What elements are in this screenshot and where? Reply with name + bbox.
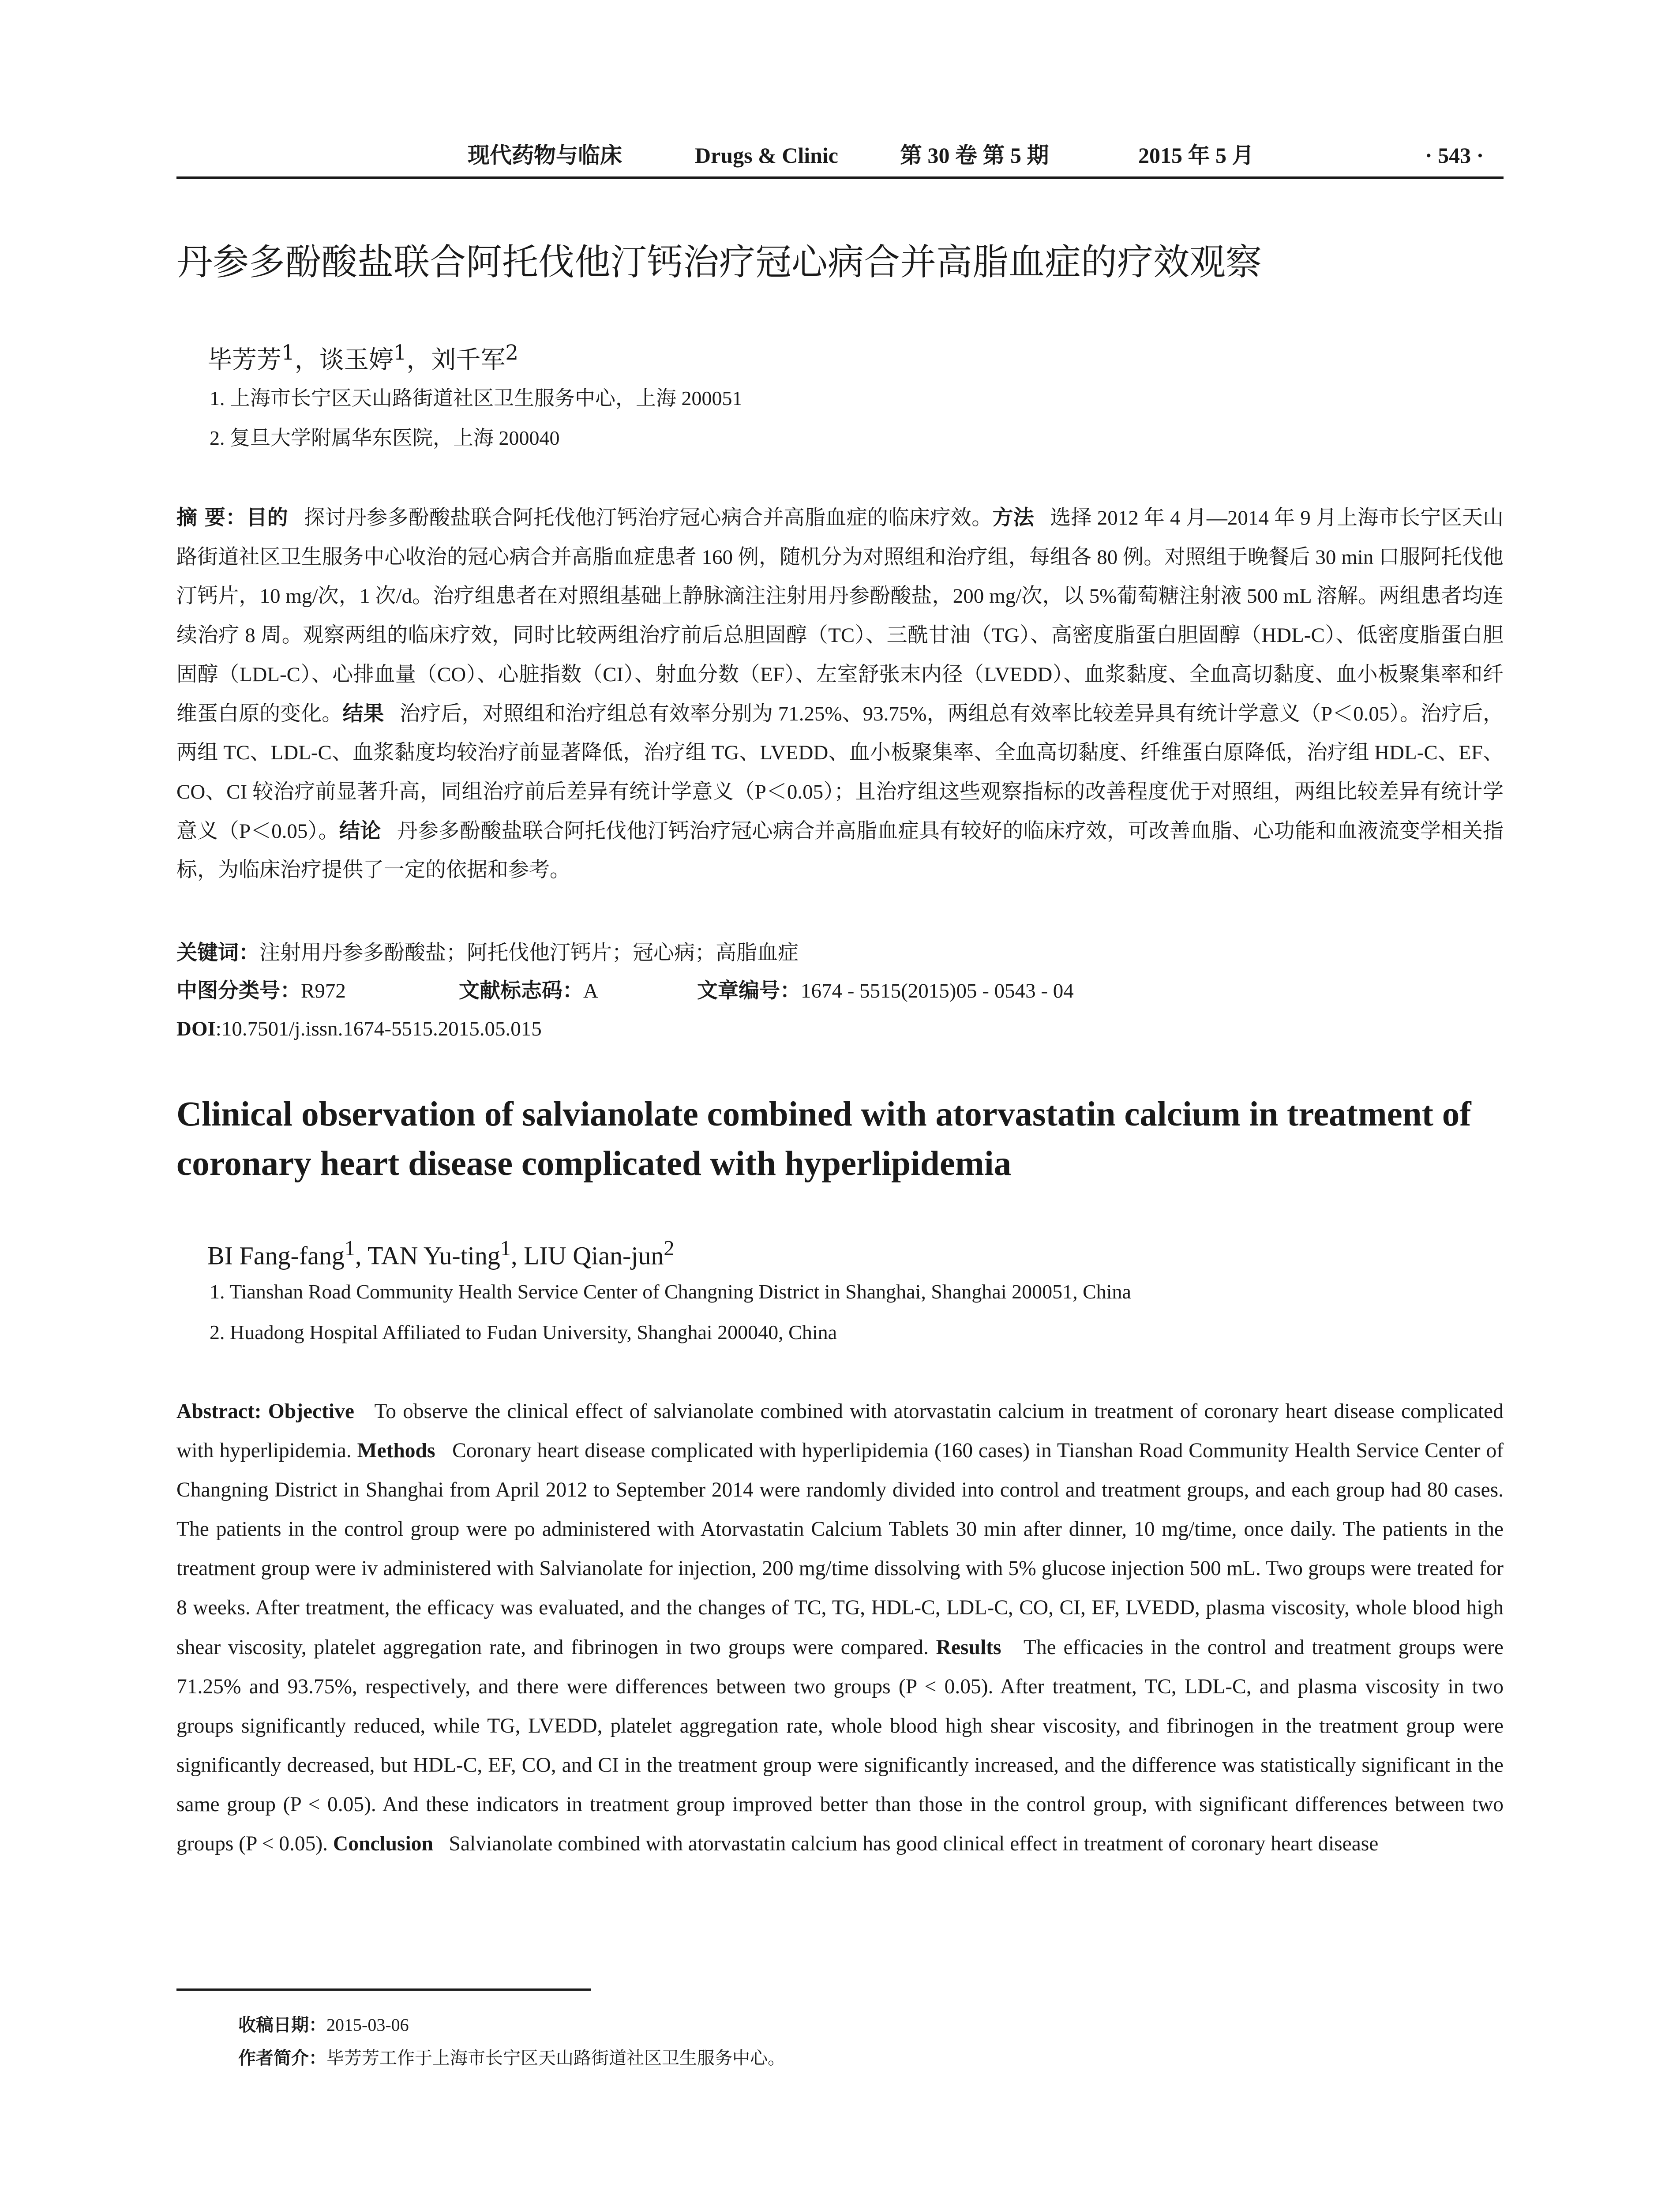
author-affiliation-mark: 1 [344, 1237, 356, 1260]
article-number-label: 文章编号： [697, 979, 801, 1003]
author-name: 谈玉婷 [319, 345, 394, 375]
objective-text: 探讨丹参多酚酸盐联合阿托伐他汀钙治疗冠心病合并高脂血症的临床疗效。 [304, 506, 993, 529]
journal-name-cn: 现代药物与临床 [468, 143, 622, 168]
author-name: 刘千军 [431, 345, 506, 375]
author-affiliation-mark: 2 [505, 341, 519, 365]
article-number [697, 973, 1074, 1009]
author-separator: , [511, 1241, 524, 1270]
affiliation-en-1: 1. Tianshan Road Community Health Service Center of Changning District in Shanghai, Shanghai 200051, China [210, 1280, 1131, 1303]
author-name: TAN Yu-ting [368, 1241, 500, 1270]
methods-text: Coronary heart disease complicated with hyperlipidemia (160 cases) in Tianshan Road Community Health Service Center of Changning District in Shanghai from April 2012 to September 2014 were randomly divided into control and treatment groups, and each group had 80 cases. The patients in the control group were po administered with Atorvastatin Calcium Tablets 30 min after dinner, 10 mg/time, once daily. The patients in the treatment group were iv administered with Salvianolate for injection, 200 mg/time dissolving with 5% glucose injection 500 mL. Two groups were treated for 8 weeks. After treatment, the efficacy was evaluated, and the changes of TC, TG, HDL-C, LDL-C, CO, CI, EF, LVEDD, plasma viscosity, whole blood high shear viscosity, platelet aggregation rate, and fibrinogen in two groups were compared. [176, 1439, 1504, 1659]
clc-value: R972 [301, 979, 346, 1002]
document-code-label: 文献标志码： [459, 979, 583, 1003]
received-date-label: 收稿日期： [238, 2015, 326, 2035]
article-number-value: 1674 - 5515(2015)05 - 0543 - 04 [801, 979, 1074, 1002]
author-affiliation-mark: 1 [500, 1237, 511, 1260]
author-name: 毕芳芳 [207, 345, 281, 375]
affiliation-cn-2: 2. 复旦大学附属华东医院，上海 200040 [210, 427, 560, 449]
header-rule [176, 176, 1504, 179]
author-bio [238, 2045, 785, 2071]
article-title-cn: 丹参多酚酸盐联合阿托伐他汀钙治疗冠心病合并高脂血症的疗效观察 [176, 241, 1262, 283]
doi-label: DOI [176, 1017, 216, 1040]
author-separator: ， [406, 345, 431, 375]
authors-cn [207, 335, 518, 378]
author-affiliation-mark: 1 [393, 341, 407, 365]
received-date [238, 2012, 409, 2038]
methods-label: 方法 [992, 506, 1035, 530]
article-title-en: Clinical observation of salvianolate combined with atorvastatin calcium in treatment of coronary heart disease complicated with hyperlipidemia [176, 1095, 1471, 1183]
author-bio-label: 作者简介： [238, 2048, 326, 2068]
affiliation-cn-1: 1. 上海市长宁区天山路街道社区卫生服务中心，上海 200051 [210, 387, 742, 409]
abstract-label: 摘 要： [176, 506, 247, 530]
objective-label: 目的 [246, 506, 289, 530]
document-code [459, 973, 598, 1009]
author-affiliation-mark: 2 [664, 1237, 675, 1260]
keywords-cn [176, 935, 799, 971]
conclusion-text: Salvianolate combined with atorvastatin calcium has good clinical effect in treatment of coronary heart disease [449, 1832, 1379, 1856]
results-text: 治疗后，对照组和治疗组总有效率分别为 71.25%、93.75%，两组总有效率比较差异具有统计学意义（P＜0.05）。治疗后，两组 TC、LDL-C、血浆黏度均较治疗前显著降低，治疗组 TG、LVEDD、血小板聚集率、全血高切黏度、纤维蛋白原降低，治疗组 HDL-C、EF、CO、CI 较治疗前显著升高，同组治疗前后差异有统计学意义（P＜0.05）；且治疗组这些观察指标的改善程度优于对照组，两组比较差异有统计学意义（P＜0.05）。 [176, 702, 1504, 843]
results-label: Results [936, 1636, 1001, 1659]
author-affiliation-mark: 1 [281, 341, 295, 365]
doi-value: :10.7501/j.issn.1674-5515.2015.05.015 [215, 1017, 542, 1040]
issue-date: 2015 年 5 月 [1138, 143, 1254, 168]
affiliation-en-2: 2. Huadong Hospital Affiliated to Fudan University, Shanghai 200040, China [210, 1321, 837, 1343]
classification-line [176, 973, 1504, 1009]
authors-en [207, 1231, 675, 1273]
author-separator: , [355, 1241, 368, 1270]
footnote-rule [176, 1988, 591, 1991]
received-date-value: 2015-03-06 [326, 2015, 409, 2035]
conclusion-label: Conclusion [333, 1832, 433, 1856]
page-number: · 543 · [1425, 143, 1484, 168]
results-text: The efficacies in the control and treatment groups were 71.25% and 93.75%, respectively, and there were differences between two groups (P < 0.05). After treatment, TC, LDL-C, and plasma viscosity in two groups significantly reduced, while TG, LVEDD, platelet aggregation rate, whole blood high shear viscosity, and fibrinogen in the treatment group were significantly decreased, but HDL-C, EF, CO, and CI in the treatment group were significantly increased, and the difference was statistically significant in the same group (P < 0.05). And these indicators in treatment group improved better than those in the control group, with significant differences between two groups (P < 0.05). [176, 1636, 1504, 1856]
keywords-text: 注射用丹参多酚酸盐；阿托伐他汀钙片；冠心病；高脂血症 [259, 942, 799, 964]
keywords-label: 关键词： [176, 941, 259, 965]
clc-number [176, 973, 346, 1009]
abstract-en [176, 1392, 1504, 1864]
abstract-cn [176, 499, 1504, 890]
objective-text: To observe the clinical effect of salvianolate combined with atorvastatin calcium in treatment of coronary heart disease complicated with hyperlipidemia. [176, 1400, 1504, 1463]
author-name: LIU Qian-jun [524, 1241, 664, 1270]
methods-text: 选择 2012 年 4 月—2014 年 9 月上海市长宁区天山路街道社区卫生服务中心收治的冠心病合并高脂血症患者 160 例，随机分为对照组和治疗组，每组各 80 例。对照组于晚餐后 30 min 口服阿托伐他汀钙片，10 mg/次，1 次/d。治疗组患者在对照组基础上静脉滴注注射用丹参酚酸盐，200 mg/次，以 5%葡萄糖注射液 500 mL 溶解。两组患者均连续治疗 8 周。观察两组的临床疗效，同时比较两组治疗前后总胆固醇（TC）、三酰甘油（TG）、高密度脂蛋白胆固醇（HDL-C）、低密度脂蛋白胆固醇（LDL-C）、心排血量（CO）、心脏指数（CI）、射血分数（EF）、左室舒张末内径（LVEDD）、血浆黏度、全血高切黏度、血小板聚集率和纤维蛋白原的变化。 [176, 506, 1504, 725]
author-name: BI Fang-fang [207, 1241, 345, 1270]
clc-label: 中图分类号： [176, 979, 301, 1003]
volume-issue: 第 30 卷 第 5 期 [900, 143, 1049, 168]
results-label: 结果 [342, 701, 384, 726]
running-header [176, 142, 1504, 173]
document-code-value: A [583, 979, 598, 1002]
author-bio-text: 毕芳芳工作于上海市长宁区天山路街道社区卫生服务中心。 [326, 2048, 785, 2068]
journal-name-en: Drugs & Clinic [695, 143, 838, 168]
conclusion-label: 结论 [339, 818, 381, 843]
conclusion-text: 丹参多酚酸盐联合阿托伐他汀钙治疗冠心病合并高脂血症具有较好的临床疗效，可改善血脂、心功能和血液流变学相关指标，为临床治疗提供了一定的依据和参考。 [176, 819, 1504, 882]
doi [176, 1011, 542, 1047]
author-separator: ， [294, 345, 319, 375]
methods-label: Methods [357, 1439, 435, 1463]
abstract-label: Abstract: Objective [176, 1400, 354, 1423]
